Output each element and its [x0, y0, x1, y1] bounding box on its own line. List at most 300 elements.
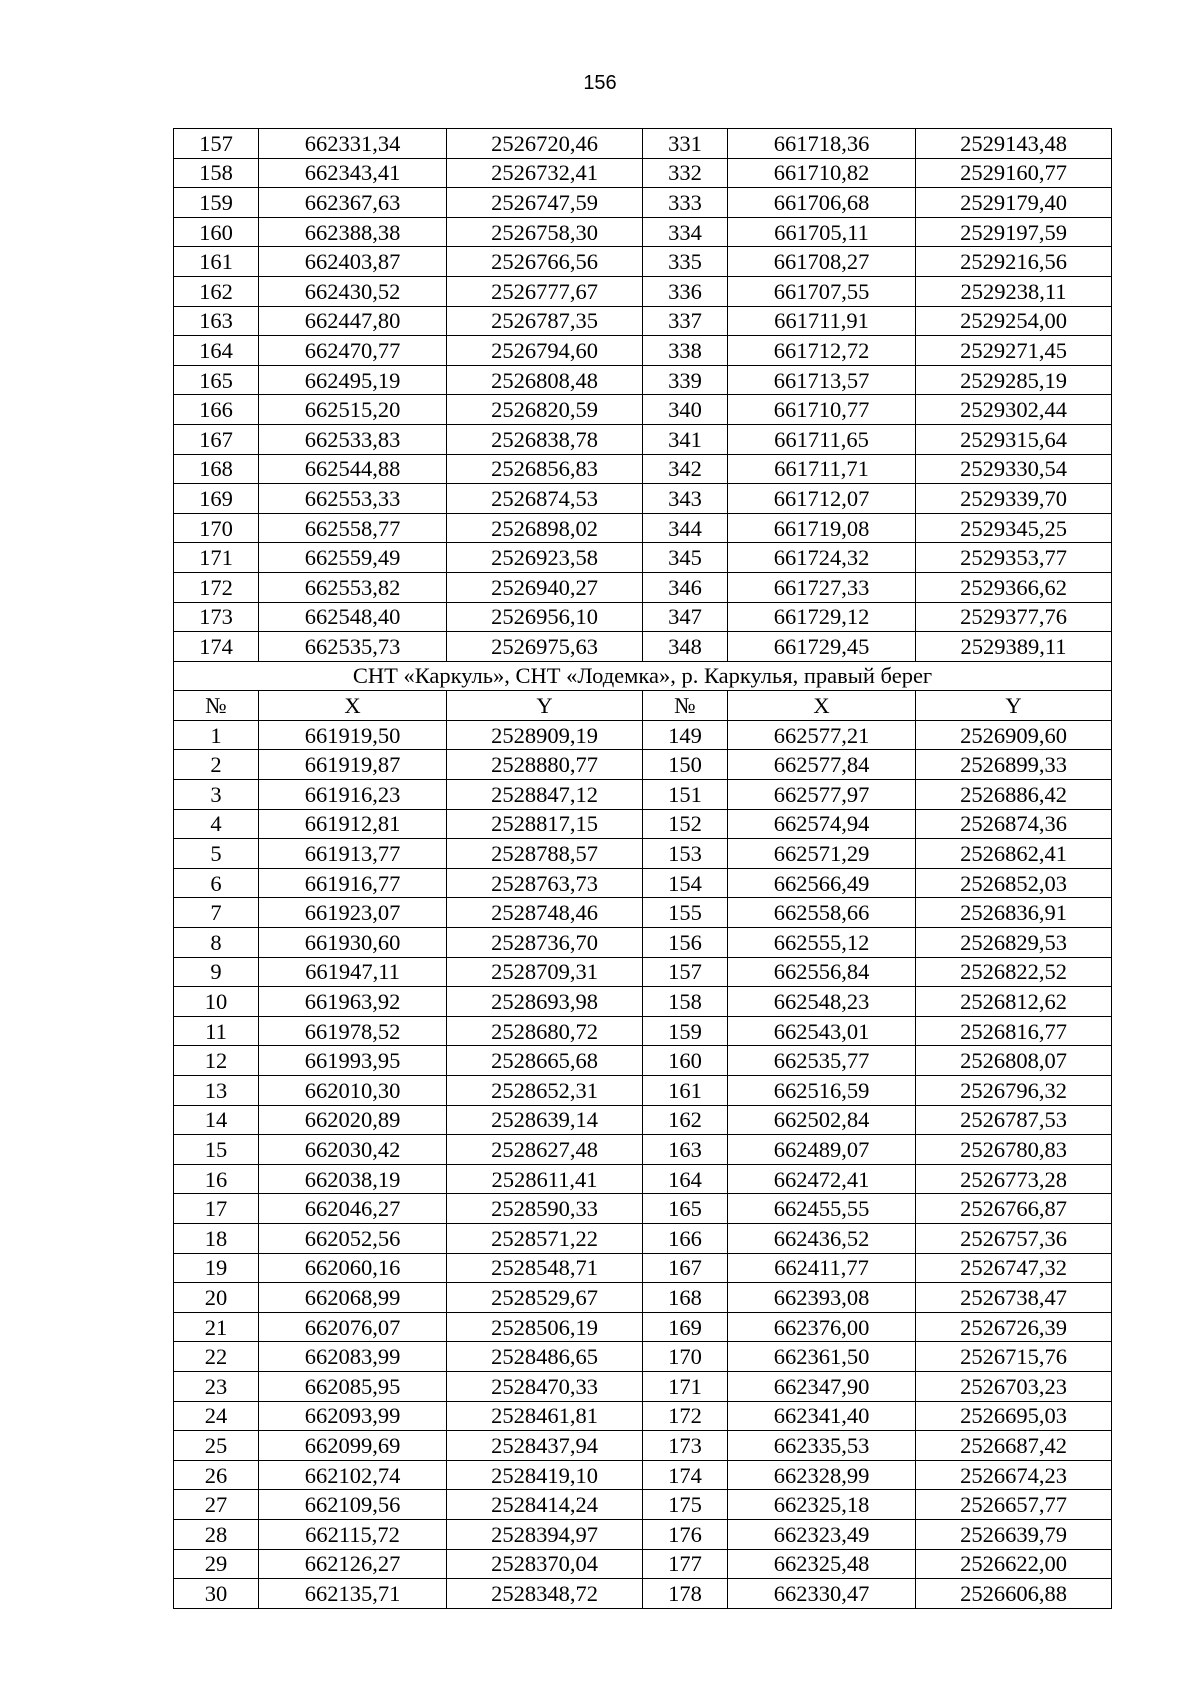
x-coordinate-left: 662102,74 — [259, 1460, 447, 1490]
table-row — [174, 365, 1112, 395]
x-coordinate-left: 662553,33 — [259, 484, 447, 514]
point-number-left: 19 — [174, 1253, 259, 1283]
y-coordinate-left: 2526808,48 — [447, 365, 643, 395]
y-coordinate-left: 2528414,24 — [447, 1490, 643, 1520]
section-title-row — [174, 661, 1112, 691]
point-number-left: 170 — [174, 513, 259, 543]
x-coordinate-right: 662535,77 — [728, 1046, 916, 1076]
point-number-left: 5 — [174, 839, 259, 869]
table-row — [174, 1549, 1112, 1579]
x-coordinate-right: 662577,97 — [728, 780, 916, 810]
point-number-left: 28 — [174, 1519, 259, 1549]
point-number-right: 175 — [643, 1490, 728, 1520]
y-coordinate-right: 2526886,42 — [916, 780, 1112, 810]
point-number-left: 29 — [174, 1549, 259, 1579]
x-coordinate-right: 662330,47 — [728, 1579, 916, 1609]
x-coordinate-left: 662099,69 — [259, 1431, 447, 1461]
table-row — [174, 1460, 1112, 1490]
x-coordinate-left: 662038,19 — [259, 1164, 447, 1194]
point-number-right: 174 — [643, 1460, 728, 1490]
x-coordinate-right: 662393,08 — [728, 1283, 916, 1313]
y-coordinate-right: 2529339,70 — [916, 484, 1112, 514]
point-number-left: 13 — [174, 1076, 259, 1106]
y-coordinate-right: 2526808,07 — [916, 1046, 1112, 1076]
x-coordinate-right: 661729,12 — [728, 602, 916, 632]
table-row — [174, 395, 1112, 425]
y-coordinate-left: 2528461,81 — [447, 1401, 643, 1431]
table-row — [174, 484, 1112, 514]
y-coordinate-right: 2526606,88 — [916, 1579, 1112, 1609]
x-coordinate-left: 662447,80 — [259, 306, 447, 336]
x-coordinate-right: 661711,71 — [728, 454, 916, 484]
y-coordinate-right: 2529285,19 — [916, 365, 1112, 395]
point-number-left: 3 — [174, 780, 259, 810]
table-row — [174, 1194, 1112, 1224]
y-coordinate-left: 2526732,41 — [447, 158, 643, 188]
point-number-left: 14 — [174, 1105, 259, 1135]
y-coordinate-right: 2526829,53 — [916, 928, 1112, 958]
y-coordinate-left: 2528394,97 — [447, 1519, 643, 1549]
point-number-right: 345 — [643, 543, 728, 573]
point-number-left: 2 — [174, 750, 259, 780]
x-coordinate-left: 662388,38 — [259, 217, 447, 247]
y-coordinate-left: 2526856,83 — [447, 454, 643, 484]
y-coordinate-right: 2526773,28 — [916, 1164, 1112, 1194]
y-coordinate-right: 2529353,77 — [916, 543, 1112, 573]
x-coordinate-right: 661711,91 — [728, 306, 916, 336]
point-number-right: 337 — [643, 306, 728, 336]
point-number-right: 343 — [643, 484, 728, 514]
point-number-left: 30 — [174, 1579, 259, 1609]
x-coordinate-left: 662085,95 — [259, 1371, 447, 1401]
table-row — [174, 276, 1112, 306]
point-number-left: 27 — [174, 1490, 259, 1520]
point-number-left: 7 — [174, 898, 259, 928]
x-coordinate-right: 662556,84 — [728, 957, 916, 987]
x-coordinate-left: 662430,52 — [259, 276, 447, 306]
table-row — [174, 809, 1112, 839]
point-number-left: 25 — [174, 1431, 259, 1461]
y-coordinate-left: 2528847,12 — [447, 780, 643, 810]
x-coordinate-left: 662010,30 — [259, 1076, 447, 1106]
y-coordinate-right: 2526657,77 — [916, 1490, 1112, 1520]
x-coordinate-left: 661947,11 — [259, 957, 447, 987]
table-row — [174, 1135, 1112, 1165]
point-number-right: 155 — [643, 898, 728, 928]
point-number-right: 156 — [643, 928, 728, 958]
x-coordinate-left: 662068,99 — [259, 1283, 447, 1313]
x-coordinate-right: 661706,68 — [728, 188, 916, 218]
y-coordinate-left: 2528506,19 — [447, 1312, 643, 1342]
table-row — [174, 1164, 1112, 1194]
x-coordinate-left: 661913,77 — [259, 839, 447, 869]
point-number-right: 172 — [643, 1401, 728, 1431]
y-coordinate-right: 2529389,11 — [916, 632, 1112, 662]
x-coordinate-right: 662411,77 — [728, 1253, 916, 1283]
y-coordinate-right: 2526622,00 — [916, 1549, 1112, 1579]
x-coordinate-left: 662030,42 — [259, 1135, 447, 1165]
y-coordinate-right: 2526695,03 — [916, 1401, 1112, 1431]
x-coordinate-left: 661963,92 — [259, 987, 447, 1017]
x-coordinate-right: 661710,82 — [728, 158, 916, 188]
x-coordinate-left: 662553,82 — [259, 572, 447, 602]
point-number-right: 340 — [643, 395, 728, 425]
table-row — [174, 336, 1112, 366]
x-coordinate-right: 662558,66 — [728, 898, 916, 928]
x-coordinate-right: 661727,33 — [728, 572, 916, 602]
y-coordinate-right: 2526738,47 — [916, 1283, 1112, 1313]
y-coordinate-left: 2526794,60 — [447, 336, 643, 366]
point-number-left: 172 — [174, 572, 259, 602]
x-coordinate-left: 662331,34 — [259, 129, 447, 159]
table-row — [174, 1283, 1112, 1313]
header-y-left: Y — [447, 691, 643, 721]
y-coordinate-left: 2528571,22 — [447, 1223, 643, 1253]
table-row — [174, 632, 1112, 662]
point-number-right: 153 — [643, 839, 728, 869]
y-coordinate-right: 2529160,77 — [916, 158, 1112, 188]
point-number-right: 335 — [643, 247, 728, 277]
y-coordinate-left: 2526874,53 — [447, 484, 643, 514]
point-number-left: 164 — [174, 336, 259, 366]
point-number-right: 178 — [643, 1579, 728, 1609]
y-coordinate-right: 2529197,59 — [916, 217, 1112, 247]
x-coordinate-left: 662076,07 — [259, 1312, 447, 1342]
y-coordinate-left: 2528548,71 — [447, 1253, 643, 1283]
x-coordinate-left: 662558,77 — [259, 513, 447, 543]
x-coordinate-left: 662470,77 — [259, 336, 447, 366]
y-coordinate-left: 2528693,98 — [447, 987, 643, 1017]
point-number-right: 344 — [643, 513, 728, 543]
x-coordinate-left: 662515,20 — [259, 395, 447, 425]
y-coordinate-right: 2526812,62 — [916, 987, 1112, 1017]
table-row — [174, 1579, 1112, 1609]
point-number-left: 26 — [174, 1460, 259, 1490]
point-number-left: 24 — [174, 1401, 259, 1431]
point-number-right: 346 — [643, 572, 728, 602]
y-coordinate-left: 2528736,70 — [447, 928, 643, 958]
x-coordinate-left: 662093,99 — [259, 1401, 447, 1431]
x-coordinate-left: 662135,71 — [259, 1579, 447, 1609]
y-coordinate-right: 2526909,60 — [916, 720, 1112, 750]
point-number-right: 177 — [643, 1549, 728, 1579]
table-row — [174, 928, 1112, 958]
table-row — [174, 1401, 1112, 1431]
y-coordinate-left: 2528627,48 — [447, 1135, 643, 1165]
point-number-right: 164 — [643, 1164, 728, 1194]
y-coordinate-right: 2526787,53 — [916, 1105, 1112, 1135]
x-coordinate-right: 662341,40 — [728, 1401, 916, 1431]
point-number-right: 158 — [643, 987, 728, 1017]
y-coordinate-left: 2528486,65 — [447, 1342, 643, 1372]
x-coordinate-right: 662489,07 — [728, 1135, 916, 1165]
point-number-right: 334 — [643, 217, 728, 247]
x-coordinate-right: 662555,12 — [728, 928, 916, 958]
x-coordinate-left: 662020,89 — [259, 1105, 447, 1135]
x-coordinate-left: 661912,81 — [259, 809, 447, 839]
point-number-left: 169 — [174, 484, 259, 514]
x-coordinate-right: 662574,94 — [728, 809, 916, 839]
point-number-right: 169 — [643, 1312, 728, 1342]
point-number-left: 6 — [174, 868, 259, 898]
y-coordinate-right: 2529330,54 — [916, 454, 1112, 484]
x-coordinate-right: 661705,11 — [728, 217, 916, 247]
header-x-left: X — [259, 691, 447, 721]
point-number-left: 157 — [174, 129, 259, 159]
point-number-right: 348 — [643, 632, 728, 662]
y-coordinate-right: 2526766,87 — [916, 1194, 1112, 1224]
x-coordinate-right: 662323,49 — [728, 1519, 916, 1549]
x-coordinate-right: 661708,27 — [728, 247, 916, 277]
point-number-right: 149 — [643, 720, 728, 750]
table-row — [174, 543, 1112, 573]
table-row — [174, 780, 1112, 810]
table-row — [174, 513, 1112, 543]
header-y-right: Y — [916, 691, 1112, 721]
y-coordinate-left: 2526898,02 — [447, 513, 643, 543]
y-coordinate-right: 2529315,64 — [916, 424, 1112, 454]
table-row — [174, 1342, 1112, 1372]
table-row — [174, 306, 1112, 336]
x-coordinate-left: 662052,56 — [259, 1223, 447, 1253]
y-coordinate-left: 2526940,27 — [447, 572, 643, 602]
table-row — [174, 750, 1112, 780]
point-number-right: 173 — [643, 1431, 728, 1461]
y-coordinate-right: 2526874,36 — [916, 809, 1112, 839]
point-number-right: 171 — [643, 1371, 728, 1401]
point-number-right: 168 — [643, 1283, 728, 1313]
x-coordinate-left: 662535,73 — [259, 632, 447, 662]
y-coordinate-left: 2526747,59 — [447, 188, 643, 218]
y-coordinate-left: 2528529,67 — [447, 1283, 643, 1313]
y-coordinate-left: 2528880,77 — [447, 750, 643, 780]
table-row — [174, 957, 1112, 987]
point-number-right: 167 — [643, 1253, 728, 1283]
table-row — [174, 424, 1112, 454]
coordinates-table-bottom-section — [174, 720, 1112, 1608]
y-coordinate-left: 2526838,78 — [447, 424, 643, 454]
point-number-left: 163 — [174, 306, 259, 336]
y-coordinate-right: 2526796,32 — [916, 1076, 1112, 1106]
table-row — [174, 1046, 1112, 1076]
table-row — [174, 1016, 1112, 1046]
y-coordinate-right: 2529254,00 — [916, 306, 1112, 336]
y-coordinate-left: 2528817,15 — [447, 809, 643, 839]
table-row — [174, 1105, 1112, 1135]
x-coordinate-right: 661713,57 — [728, 365, 916, 395]
x-coordinate-left: 661916,23 — [259, 780, 447, 810]
x-coordinate-left: 662548,40 — [259, 602, 447, 632]
header-number-right: № — [643, 691, 728, 721]
point-number-left: 15 — [174, 1135, 259, 1165]
x-coordinate-right: 662347,90 — [728, 1371, 916, 1401]
table-header-row — [174, 691, 1112, 721]
y-coordinate-left: 2528470,33 — [447, 1371, 643, 1401]
point-number-left: 159 — [174, 188, 259, 218]
y-coordinate-left: 2528909,19 — [447, 720, 643, 750]
x-coordinate-left: 662126,27 — [259, 1549, 447, 1579]
point-number-left: 21 — [174, 1312, 259, 1342]
x-coordinate-left: 661993,95 — [259, 1046, 447, 1076]
x-coordinate-right: 662577,84 — [728, 750, 916, 780]
table-row — [174, 572, 1112, 602]
point-number-left: 158 — [174, 158, 259, 188]
y-coordinate-left: 2528611,41 — [447, 1164, 643, 1194]
header-number-left: № — [174, 691, 259, 721]
x-coordinate-left: 662060,16 — [259, 1253, 447, 1283]
y-coordinate-left: 2526766,56 — [447, 247, 643, 277]
point-number-right: 165 — [643, 1194, 728, 1224]
y-coordinate-left: 2528590,33 — [447, 1194, 643, 1224]
point-number-right: 342 — [643, 454, 728, 484]
point-number-right: 150 — [643, 750, 728, 780]
x-coordinate-right: 661712,07 — [728, 484, 916, 514]
x-coordinate-left: 662403,87 — [259, 247, 447, 277]
y-coordinate-right: 2526852,03 — [916, 868, 1112, 898]
point-number-left: 8 — [174, 928, 259, 958]
point-number-right: 151 — [643, 780, 728, 810]
coordinates-table-top-section — [174, 129, 1112, 662]
x-coordinate-right: 662472,41 — [728, 1164, 916, 1194]
x-coordinate-right: 661724,32 — [728, 543, 916, 573]
point-number-left: 174 — [174, 632, 259, 662]
point-number-left: 22 — [174, 1342, 259, 1372]
y-coordinate-left: 2528419,10 — [447, 1460, 643, 1490]
x-coordinate-right: 662502,84 — [728, 1105, 916, 1135]
y-coordinate-right: 2529179,40 — [916, 188, 1112, 218]
point-number-left: 168 — [174, 454, 259, 484]
point-number-left: 4 — [174, 809, 259, 839]
y-coordinate-left: 2526758,30 — [447, 217, 643, 247]
y-coordinate-right: 2526703,23 — [916, 1371, 1112, 1401]
point-number-left: 10 — [174, 987, 259, 1017]
point-number-left: 160 — [174, 217, 259, 247]
point-number-right: 162 — [643, 1105, 728, 1135]
x-coordinate-right: 662566,49 — [728, 868, 916, 898]
point-number-right: 347 — [643, 602, 728, 632]
y-coordinate-left: 2526720,46 — [447, 129, 643, 159]
x-coordinate-left: 661916,77 — [259, 868, 447, 898]
x-coordinate-right: 661729,45 — [728, 632, 916, 662]
header-x-right: X — [728, 691, 916, 721]
x-coordinate-right: 662376,00 — [728, 1312, 916, 1342]
y-coordinate-right: 2526639,79 — [916, 1519, 1112, 1549]
x-coordinate-right: 662325,48 — [728, 1549, 916, 1579]
x-coordinate-left: 662109,56 — [259, 1490, 447, 1520]
y-coordinate-left: 2528709,31 — [447, 957, 643, 987]
point-number-left: 167 — [174, 424, 259, 454]
x-coordinate-right: 661719,08 — [728, 513, 916, 543]
x-coordinate-left: 661923,07 — [259, 898, 447, 928]
y-coordinate-right: 2526757,36 — [916, 1223, 1112, 1253]
y-coordinate-right: 2526780,83 — [916, 1135, 1112, 1165]
y-coordinate-left: 2528788,57 — [447, 839, 643, 869]
y-coordinate-right: 2529302,44 — [916, 395, 1112, 425]
y-coordinate-right: 2526747,32 — [916, 1253, 1112, 1283]
point-number-left: 162 — [174, 276, 259, 306]
table-row — [174, 898, 1112, 928]
point-number-right: 336 — [643, 276, 728, 306]
y-coordinate-left: 2528748,46 — [447, 898, 643, 928]
point-number-left: 11 — [174, 1016, 259, 1046]
y-coordinate-left: 2528763,73 — [447, 868, 643, 898]
point-number-right: 338 — [643, 336, 728, 366]
x-coordinate-right: 662516,59 — [728, 1076, 916, 1106]
x-coordinate-left: 662046,27 — [259, 1194, 447, 1224]
table-row — [174, 602, 1112, 632]
point-number-right: 157 — [643, 957, 728, 987]
point-number-right: 166 — [643, 1223, 728, 1253]
x-coordinate-right: 661707,55 — [728, 276, 916, 306]
y-coordinate-right: 2529366,62 — [916, 572, 1112, 602]
x-coordinate-left: 662533,83 — [259, 424, 447, 454]
x-coordinate-right: 662325,18 — [728, 1490, 916, 1520]
x-coordinate-left: 662559,49 — [259, 543, 447, 573]
y-coordinate-left: 2528639,14 — [447, 1105, 643, 1135]
section-title: СНТ «Каркуль», СНТ «Лодемка», р. Каркулья, правый берег — [174, 661, 1112, 691]
x-coordinate-left: 662495,19 — [259, 365, 447, 395]
point-number-right: 341 — [643, 424, 728, 454]
x-coordinate-right: 662577,21 — [728, 720, 916, 750]
point-number-right: 176 — [643, 1519, 728, 1549]
y-coordinate-left: 2526777,67 — [447, 276, 643, 306]
point-number-left: 17 — [174, 1194, 259, 1224]
y-coordinate-right: 2529143,48 — [916, 129, 1112, 159]
x-coordinate-left: 662367,63 — [259, 188, 447, 218]
y-coordinate-right: 2526715,76 — [916, 1342, 1112, 1372]
x-coordinate-right: 661710,77 — [728, 395, 916, 425]
y-coordinate-right: 2526862,41 — [916, 839, 1112, 869]
y-coordinate-right: 2529345,25 — [916, 513, 1112, 543]
y-coordinate-right: 2526899,33 — [916, 750, 1112, 780]
y-coordinate-right: 2526687,42 — [916, 1431, 1112, 1461]
point-number-left: 165 — [174, 365, 259, 395]
table-row — [174, 1076, 1112, 1106]
table-row — [174, 1519, 1112, 1549]
coordinates-table — [173, 128, 1112, 1609]
y-coordinate-left: 2528370,04 — [447, 1549, 643, 1579]
y-coordinate-left: 2528348,72 — [447, 1579, 643, 1609]
y-coordinate-right: 2529377,76 — [916, 602, 1112, 632]
y-coordinate-right: 2526726,39 — [916, 1312, 1112, 1342]
x-coordinate-left: 662544,88 — [259, 454, 447, 484]
y-coordinate-left: 2528680,72 — [447, 1016, 643, 1046]
y-coordinate-right: 2529238,11 — [916, 276, 1112, 306]
point-number-right: 333 — [643, 188, 728, 218]
x-coordinate-right: 662436,52 — [728, 1223, 916, 1253]
y-coordinate-right: 2529271,45 — [916, 336, 1112, 366]
x-coordinate-left: 661919,87 — [259, 750, 447, 780]
x-coordinate-left: 662115,72 — [259, 1519, 447, 1549]
point-number-left: 166 — [174, 395, 259, 425]
y-coordinate-right: 2526816,77 — [916, 1016, 1112, 1046]
y-coordinate-left: 2528665,68 — [447, 1046, 643, 1076]
table-row — [174, 720, 1112, 750]
page-number: 156 — [583, 72, 617, 94]
point-number-left: 9 — [174, 957, 259, 987]
x-coordinate-left: 661978,52 — [259, 1016, 447, 1046]
x-coordinate-right: 661718,36 — [728, 129, 916, 159]
y-coordinate-right: 2526822,52 — [916, 957, 1112, 987]
table-row — [174, 217, 1112, 247]
table-row — [174, 1253, 1112, 1283]
table-row — [174, 247, 1112, 277]
table-row — [174, 1312, 1112, 1342]
point-number-right: 331 — [643, 129, 728, 159]
point-number-left: 23 — [174, 1371, 259, 1401]
point-number-left: 12 — [174, 1046, 259, 1076]
table-row — [174, 868, 1112, 898]
